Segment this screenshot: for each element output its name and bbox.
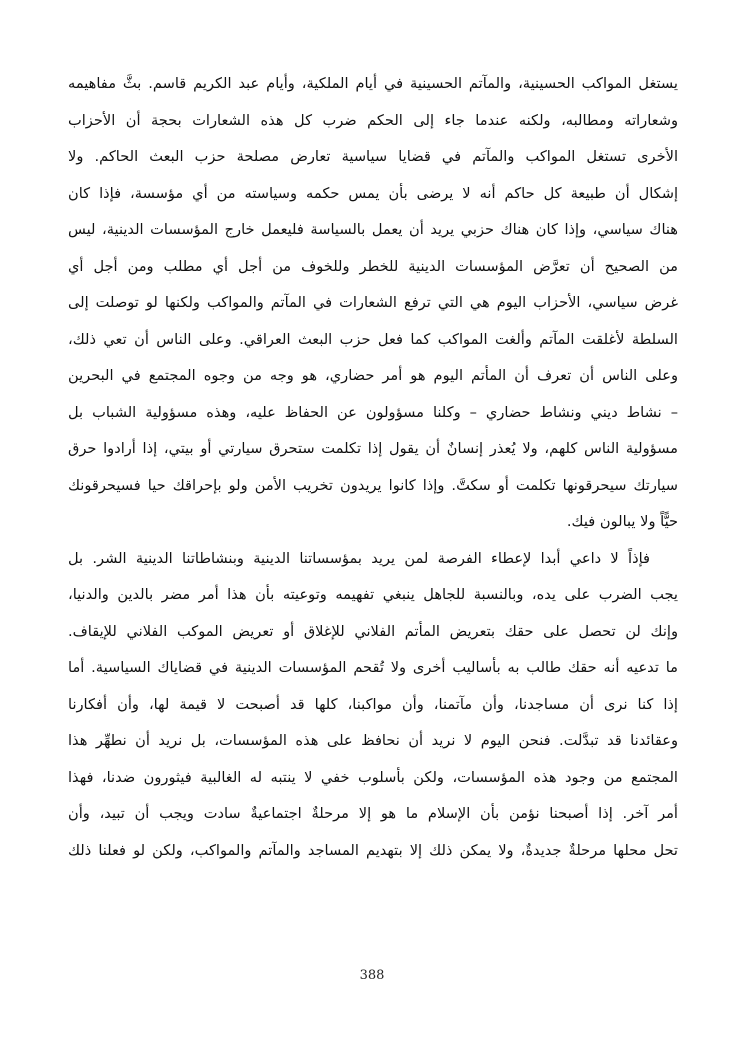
text-line: من الصحيح أن تعرَّض المؤسسات الدينية للخطر وللخوف من أجل أي مطلب ومن أجل أي [68,257,678,275]
text-line: حيًّاً ولا يبالون فيك. [566,513,678,530]
body-text [68,66,678,869]
text-line: غرض سياسي، الأحزاب اليوم هي التي ترفع الشعارات في المآتم والمواكب ولكنها لو توصلت إلى [68,294,678,311]
text-line: السلطة لأغلقت المآتم وألغت المواكب كما فعل حزب البعث العراقي. وعلى الناس أن تعي ذلك، [68,330,678,348]
text-line: وعقائدنا قد تبدَّلت. فنحن اليوم لا نريد أن نحافظ على هذه المؤسسات، بل نريد أن نطهِّر هذا [68,732,678,749]
text-line: يجب الضرب على يده، وبالنسبة للجاهل ينبغي تفهيمه وتوعيته بأن هذا أمر مضر بالدين والدنيا، [68,586,678,603]
text-line: تحل محلها مرحلةٌ جديدةٌ، ولا يمكن ذلك إلا بتهديم المساجد والمآتم والمواكب، ولكن لو فعلنا ذلك [68,841,678,859]
text-line: سيارتك سيحرقونها تكلمت أو سكتَّ. وإذا كانوا يريدون تخريب الأمن ولو بإحراقك حيا فسيحرقونك [68,476,678,494]
page-number: 388 [359,968,385,983]
text-line: وشعاراته ومطالبه، ولكنه عندما جاء إلى الحكم ضرب كل هذه الشعارات بحجة أن الأحزاب [68,111,678,129]
text-line: إذا كنا نرى أن مساجدنا، وأن مآتمنا، وأن مواكبنا، كلها قد أصبحت لا قيمة لها، وأن أفكارنا [68,695,678,713]
text-line: وعلى الناس أن تعرف أن المأتم اليوم هو أمر حضاري، هو وجه من وجوه المجتمع في البحرين [68,367,678,384]
text-line: المجتمع من وجود هذه المؤسسات، ولكن بأسلوب خفي لا ينتبه له الغالبية فيثورون ضدنا، فهذا [68,768,678,786]
text-line: – نشاط ديني ونشاط حضاري – وكلنا مسؤولون عن الحفاظ عليه، وهذه مسؤولية الشباب بل [68,403,678,421]
text-line: هناك سياسي، وإذا كان هناك حزبي يريد أن يعمل بالسياسة فليعمل خارج المؤسسات الدينية، ليس [68,221,678,238]
text-line: الأخرى تستغل المواكب والمآتم في قضايا سياسية تعارض مصلحة حزب البعث الحاكم. ولا [68,148,678,165]
text-line: فإذاً لا داعي أبدا لإعطاء الفرصة لمن يريد بمؤسساتنا الدينية وبنشاطاتنا الدينية الشر. بل [68,549,650,567]
text-line: مسؤولية الناس كلهم، ولا يُعذر إنسانٌ أن يقول إذا تكلمت ستحرق سيارتي أو بيتي، إذا أرادوا حرق [68,440,678,457]
paragraph-1 [68,66,678,541]
text-line: وإنك لن تحصل على حقك بتعريض المأتم الفلاني للإغلاق أو تعريض الموكب الفلاني للإيقاف. [68,622,678,640]
text-line: أمر آخر. إذا أصبحنا نؤمن بأن الإسلام ما هو إلا مرحلةٌ اجتماعيةٌ سادت ويجب أن تبيد، وأن [68,805,678,822]
paragraph-2 [68,541,678,870]
text-line: ما تدعيه أنه حقك طالب به بأساليب أخرى ولا تُقحم المؤسسات الدينية في قضاياك السياسية. أما [68,659,678,676]
text-line: يستغل المواكب الحسينية، والمآتم الحسينية في أيام الملكية، وأيام عبد الكريم قاسم. بثَّ مفاهيمه [68,75,678,92]
text-line: إشكال أن طبيعة كل حاكم أنه لا يرضى بأن يمس حكمه وسياسته من أي مؤسسة، فإذا كان [68,184,678,202]
